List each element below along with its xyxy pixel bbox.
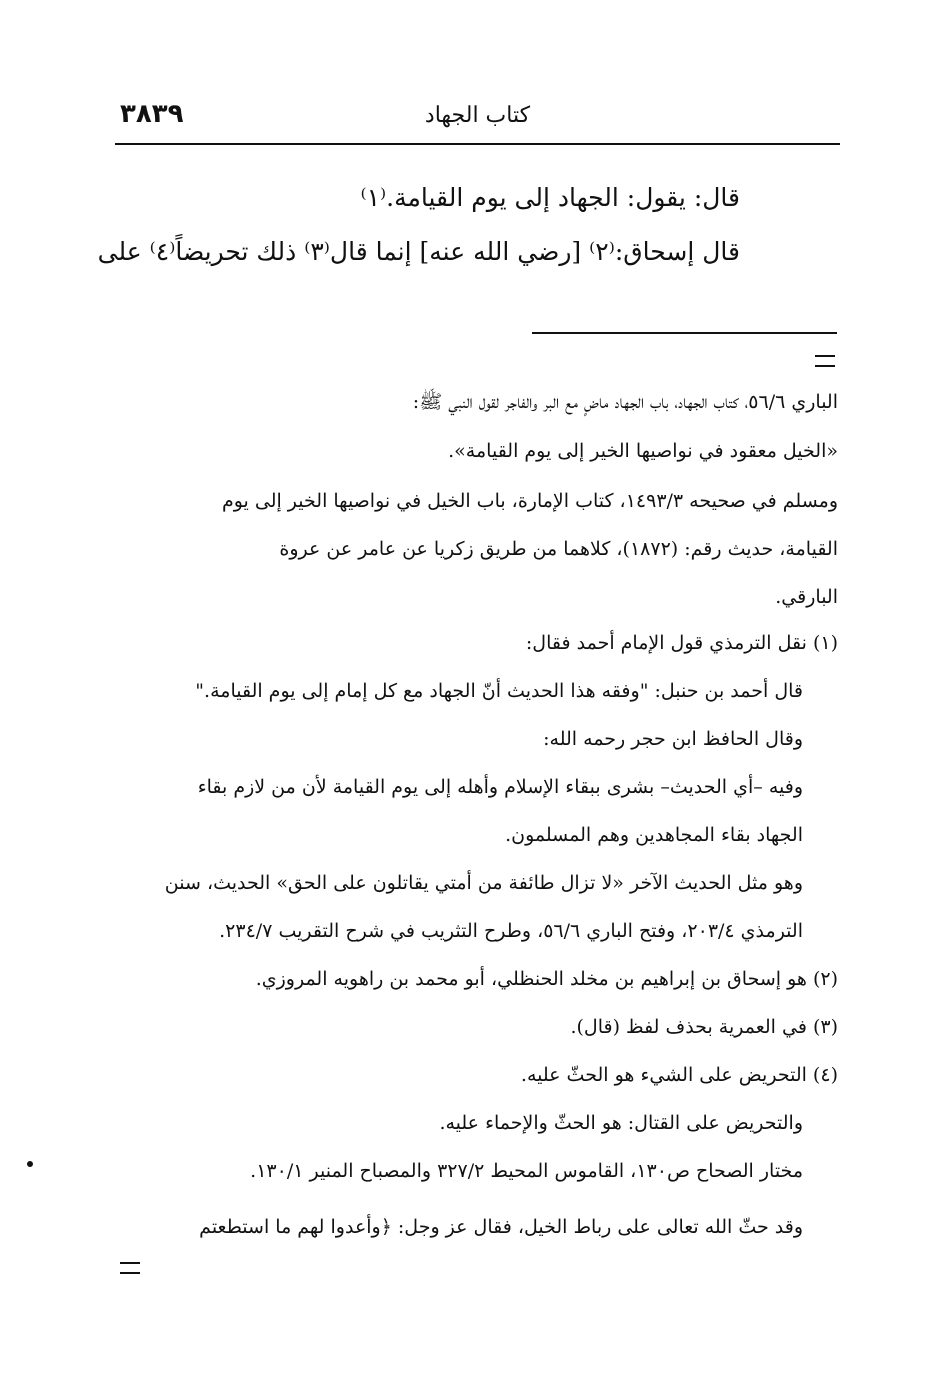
footnote-line: (٢) هو إسحاق بن إبراهيم بن مخلد الحنظلي، أبو محمد بن راهويه المروزي. bbox=[255, 968, 838, 990]
footnote-line: (٣) في العمرية بحذف لفظ (قال). bbox=[570, 1016, 838, 1038]
footnote-line: وهو مثل الحديث الآخر «لا تزال طائفة من أمتي يقاتلون على الحق» الحديث، سنن bbox=[164, 872, 803, 894]
continuation-mark bbox=[120, 1262, 140, 1274]
footnote-line: البارقي. bbox=[775, 586, 838, 608]
footnote-line: وفيه –أي الحديث– بشرى ببقاء الإسلام وأهله إلى يوم القيامة لأن من لازم بقاء bbox=[197, 776, 803, 798]
footnote-line: ومسلم في صحيحه ١٤٩٣/٣، كتاب الإمارة، باب الخيل في نواصيها الخير إلى يوم bbox=[221, 490, 838, 512]
page-number: ٣٨٣٩ bbox=[120, 99, 184, 129]
footnote-line: والتحريض على القتال: هو الحثّ والإحماء عليه. bbox=[439, 1112, 803, 1134]
footnote-line: (٤) التحريض على الشيء هو الحثّ عليه. bbox=[520, 1064, 838, 1086]
main-text-line: قال إسحاق:⁽٢⁾ [رضي الله عنه] إنما قال⁽٣⁾ ذلك تحريضاً⁽٤⁾ على bbox=[97, 237, 740, 266]
footnote-line: وقد حثّ الله تعالى على رباط الخيل، فقال عز وجل: ﴿وأعدوا لهم ما استطعتم bbox=[199, 1216, 803, 1238]
continuation-mark bbox=[815, 355, 835, 367]
footnote-line: الترمذي ٢٠٣/٤، وفتح الباري ٥٦/٦، وطرح التثريب في شرح التقريب ٢٣٤/٧. bbox=[219, 920, 803, 942]
page-header bbox=[115, 95, 840, 145]
footnote-line: مختار الصحاح ص١٣٠، القاموس المحيط ٣٢٧/٢ والمصباح المنير ١٣٠/١. bbox=[250, 1160, 803, 1182]
main-text-line: قال: يقول: الجهاد إلى يوم القيامة.⁽١⁾ bbox=[360, 183, 740, 212]
footnote-line: (١) نقل الترمذي قول الإمام أحمد فقال: bbox=[525, 632, 838, 654]
footnote-line: الباري ٥٦/٦، كتاب الجهاد، باب الجهاد ماضٍ مع البر والفاجر لقول النبي ﷺ: bbox=[412, 391, 838, 413]
margin-dot bbox=[27, 1161, 33, 1167]
footnote-separator bbox=[532, 332, 837, 334]
book-title: كتاب الجهاد bbox=[424, 103, 531, 128]
footnote-line: «الخيل معقود في نواصيها الخير إلى يوم القيامة». bbox=[448, 440, 838, 462]
footnote-line: الجهاد بقاء المجاهدين وهم المسلمون. bbox=[505, 824, 803, 846]
footnote-line: القيامة، حديث رقم: (١٨٧٢)، كلاهما من طريق زكريا عن عامر عن عروة bbox=[279, 538, 838, 560]
footnote-line: وقال الحافظ ابن حجر رحمه الله: bbox=[543, 728, 803, 750]
footnote-line: قال أحمد بن حنبل: "وفقه هذا الحديث أنّ الجهاد مع كل إمام إلى يوم القيامة." bbox=[195, 680, 803, 702]
